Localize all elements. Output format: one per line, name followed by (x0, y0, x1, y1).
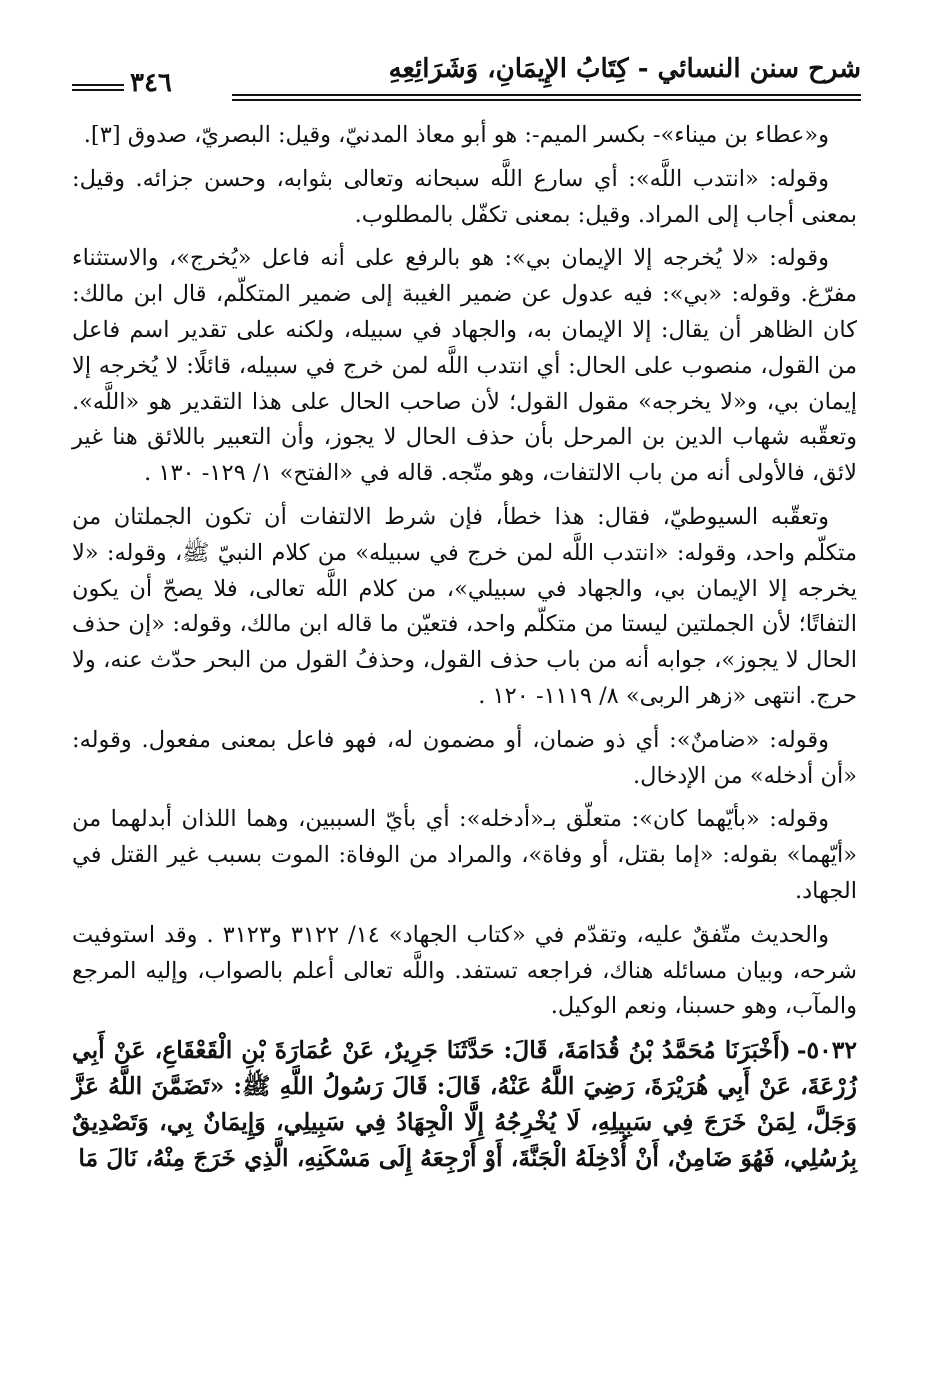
paragraph: وقوله: «لا يُخرجه إلا الإيمان بي»: هو بالرفع على أنه فاعل «يُخرج»، والاستثناء مفرّغ. وقوله: «بي»: فيه عدول عن ضمير الغيبة إلى ضمير المتكلّم، قال ابن مالك: كان الظاهر أن يقال: إلا الإيمان به، والجهاد في سبيله، ولكنه على تقدير اسم فاعل من القول، منصوب على الحال: أي انتدب اللَّه لمن خرج في سبيله، قائلًا: لا يُخرجه إلا إيمان بي، و«لا يخرجه» مقول القول؛ لأن صاحب الحال على هذا التقدير هو «اللَّه». وتعقّبه شهاب الدين بن المرحل بأن حذف الحال لا يجوز، وأن التعبير باللائق هنا غير لائق، فالأولى أنه من باب الالتفات، وهو متّجه. قاله في «الفتح» ١/ ١٢٩- ١٣٠ . (72, 245, 857, 487)
hadith-paragraph (72, 1033, 857, 1176)
paragraph: و«عطاء بن ميناء»- بكسر الميم-: هو أبو معاذ المدنيّ، وقيل: البصريّ، صدوق [٣]. (83, 122, 829, 148)
page-header (72, 48, 861, 106)
paragraph: وقوله: «ضامنٌ»: أي ذو ضمان، أو مضمون له، فهو فاعل بمعنى مفعول. وقوله: «أن أدخله» من الإدخال. (72, 726, 857, 789)
header-rule (232, 94, 861, 101)
page-body (72, 118, 857, 1368)
running-title: شرح سنن النسائي - كِتَابُ الإِيمَانِ، وَشَرَائِعِهِ (388, 54, 861, 84)
paragraph: وقوله: «انتدب اللَّه»: أي سارع اللَّه سبحانه وتعالى بثوابه، وحسن جزائه. وقيل: بمعنى أجاب إلى المراد. وقيل: بمعنى تكفّل بالمطلوب. (72, 165, 857, 228)
page-number: ٣٤٦ (130, 68, 172, 98)
paragraph: والحديث متّفقٌ عليه، وتقدّم في «كتاب الجهاد» ١٤/ ٣١٢٢ و٣١٢٣ . وقد استوفيت شرحه، وبيان مسائله هناك، فراجعه تستفد. واللَّه تعالى أعلم بالصواب، وإليه المرجع والمآب، وهو حسبنا، ونعم الوكيل. (72, 921, 857, 1020)
hadith-text: (أَخْبَرَنَا مُحَمَّدُ بْنُ قُدَامَةَ، قَالَ: حَدَّثَنَا جَرِيرٌ، عَنْ عُمَارَةَ بْنِ الْقَعْقَاعِ، عَنْ أَبِي زُرْعَةَ، عَنْ أَبِي هُرَيْرَةَ، رَضِيَ اللَّهُ عَنْهُ، قَالَ: قَالَ رَسُولُ اللَّهِ ﷺ: «تَضَمَّنَ اللَّهُ عَزَّ وَجَلَّ، لِمَنْ خَرَجَ فِي سَبِيلِهِ، لَا يُخْرِجُهُ إِلَّا الْجِهَادُ فِي سَبِيلِي، وَإِيمَانٌ بِي، وَتَصْدِيقٌ بِرُسُلِي، فَهُوَ ضَامِنٌ، أَنْ أُدْخِلَهُ الْجَنَّةَ، أَوْ أَرْجِعَهُ إِلَى مَسْكَنِهِ، الَّذِي خَرَجَ مِنْهُ، نَالَ مَا (72, 1036, 857, 1172)
header-rule-short (72, 84, 124, 91)
paragraph: وتعقّبه السيوطيّ، فقال: هذا خطأ، فإن شرط الالتفات أن تكون الجملتان من متكلّم واحد، وقوله: «انتدب اللَّه لمن خرج في سبيله» من كلام النبيّ ﷺ، وقوله: «لا يخرجه إلا الإيمان بي، والجهاد في سبيلي»، من كلام اللَّه تعالى، فلا يصحّ أن يكون التفاتًا؛ لأن الجملتين ليستا من متكلّم واحد، فتعيّن ما قاله ابن مالك، وقوله: «إن حذف الحال لا يجوز»، جوابه أنه من باب حذف القول، وحذفُ القول من البحر حدّث عنه، ولا حرج. انتهى «زهر الربى» ٨/ ١١١٩- ١٢٠ . (72, 503, 857, 709)
hadith-number: ٥٠٣٢- (796, 1036, 857, 1065)
paragraph: وقوله: «بأيّهما كان»: متعلّق بـ«أدخله»: أي بأيّ السببين، وهما اللذان أبدلهما من «أيّهما» بقوله: «إما بقتل، أو وفاة»، والمراد من الوفاة: الموت بسبب غير القتل في الجهاد. (72, 806, 857, 904)
